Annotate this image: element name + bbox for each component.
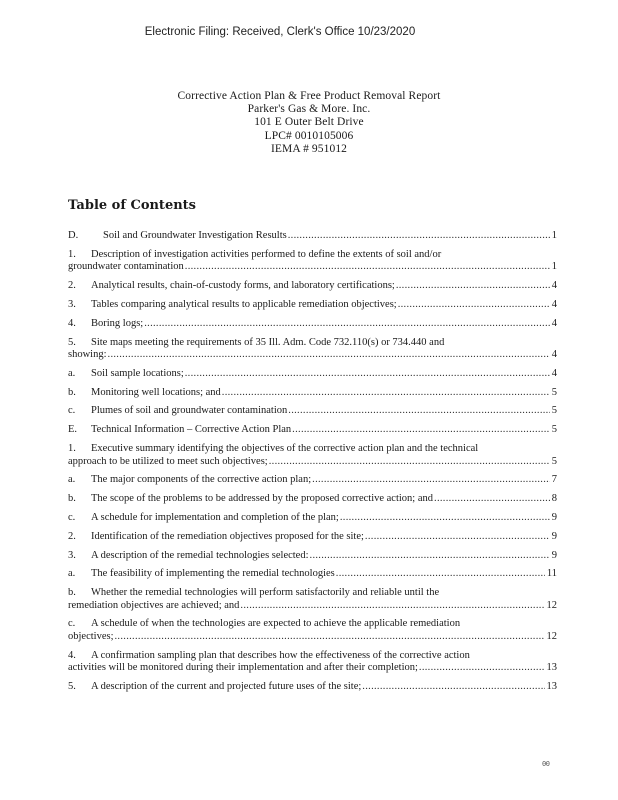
toc-entry-continuation: remediation objectives are achieved; and <box>68 599 240 611</box>
toc-entry-number: 5. <box>68 681 76 693</box>
toc-entry-number: b. <box>68 493 76 505</box>
toc-entry-text: The major components of the corrective action plan; <box>91 474 312 486</box>
toc-page-number: 13 <box>546 662 557 674</box>
toc-entry-text: Site maps meeting the requirements of 35 Ill. Adm. Code 732.110(s) or 734.440 and <box>91 336 445 348</box>
toc-entry-number: a. <box>68 367 76 379</box>
toc-entry-continuation: approach to be utilized to meet such objectives; <box>68 455 268 467</box>
toc-entry-text: A description of the remedial technologies selected: <box>91 549 309 561</box>
toc-entry-continuation: groundwater contamination <box>68 261 184 273</box>
toc-leader-dots <box>398 299 550 312</box>
toc-leader-dots <box>144 318 550 331</box>
toc-entry-text: Identification of the remediation objectives proposed for the site; <box>91 530 364 542</box>
header-address: 101 E Outer Belt Drive <box>254 116 364 129</box>
toc-entry-number: c. <box>68 618 76 630</box>
toc-entry[interactable] <box>68 318 557 331</box>
toc-entry-label <box>68 318 143 331</box>
toc-entry[interactable] <box>68 587 557 612</box>
toc-entry-text: Boring logs; <box>91 317 144 329</box>
toc-leader-dots <box>365 531 550 544</box>
toc-page-number: 5 <box>551 424 557 436</box>
toc-page-number: 4 <box>551 317 557 329</box>
toc-entry[interactable] <box>68 568 557 581</box>
toc-entry[interactable] <box>68 368 557 381</box>
toc-entry[interactable] <box>68 337 557 362</box>
toc-entry-text: A schedule for implementation and completion of the plan; <box>91 511 339 523</box>
toc-entry-text: Executive summary identifying the objectives of the corrective action plan and the technical <box>91 443 479 454</box>
toc-entry-number: c. <box>68 405 76 417</box>
toc-entry[interactable] <box>68 493 557 506</box>
toc-leader-dots <box>288 405 549 418</box>
toc-leader-dots <box>240 600 544 613</box>
toc-entry[interactable] <box>68 249 557 274</box>
toc-entry-text: A confirmation sampling plan that describes how the effectiveness of the corrective action <box>91 649 470 661</box>
header-lpc-number: LPC# 0010105006 <box>264 129 354 142</box>
toc-leader-dots <box>312 474 550 487</box>
toc-entry[interactable] <box>68 230 557 243</box>
toc-leader-dots <box>396 280 550 293</box>
toc-heading: Table of Contents <box>68 198 196 213</box>
toc-leader-dots <box>269 456 550 469</box>
toc-leader-dots <box>222 387 550 400</box>
toc-entry[interactable] <box>68 550 557 563</box>
toc-entry-text: Soil sample locations; <box>91 367 184 379</box>
toc-page-number: 4 <box>551 349 557 361</box>
toc-entry-number: 2. <box>68 530 76 542</box>
toc-page-number: 11 <box>546 568 557 580</box>
toc-entry-number: c. <box>68 511 76 523</box>
toc-entry-number: D. <box>68 230 79 241</box>
toc-page-number: 4 <box>551 280 557 292</box>
header-iema-number: IEMA # 951012 <box>270 142 348 155</box>
toc-entry-label <box>68 368 184 381</box>
toc-page-number: 1 <box>551 261 557 273</box>
toc-entry-number: 4. <box>68 317 76 329</box>
toc-page-number: 9 <box>551 511 557 523</box>
toc-entry[interactable] <box>68 474 557 487</box>
toc-entry-label <box>68 230 287 243</box>
page-footer-mark: 00 <box>542 760 550 768</box>
toc-entry-label <box>68 405 287 418</box>
toc-entry-text: A description of the current and projected future uses of the site; <box>91 681 362 693</box>
toc-entry-text: Description of investigation activities performed to define the extents of soil and/or <box>91 248 442 260</box>
toc-entry-label <box>68 387 221 400</box>
toc-entry[interactable] <box>68 531 557 544</box>
toc-leader-dots <box>185 368 550 381</box>
toc-entry-label <box>68 299 397 312</box>
toc-entry-text: Plumes of soil and groundwater contamination <box>91 405 288 417</box>
header-title: Corrective Action Plan & Free Product Removal Report <box>177 90 441 102</box>
toc-entry-text: Soil and Groundwater Investigation Results <box>103 230 287 241</box>
toc-page-number: 8 <box>551 493 557 505</box>
toc-entry-continuation: activities will be monitored during their implementation and after their completion; <box>68 662 418 674</box>
toc-page-number: 4 <box>551 298 557 310</box>
toc-entry-text: A schedule of when the technologies are expected to achieve the applicable remediation <box>91 618 461 630</box>
toc-page-number: 5 <box>551 455 557 467</box>
toc-entry-label <box>68 568 335 581</box>
toc-page-number: 7 <box>551 474 557 486</box>
toc-entry-text: The feasibility of implementing the remedial technologies <box>91 568 335 580</box>
toc-entry-number: 3. <box>68 549 76 561</box>
toc-page-number: 9 <box>551 549 557 561</box>
toc-page-number: 5 <box>551 386 557 398</box>
toc-leader-dots <box>434 493 550 506</box>
toc-entry[interactable] <box>68 424 557 437</box>
toc-entry[interactable] <box>68 387 557 400</box>
filing-stamp: Electronic Filing: Received, Clerk's Office 10/23/2020 <box>144 25 416 39</box>
toc-leader-dots <box>288 230 550 243</box>
toc-page-number: 12 <box>546 631 557 643</box>
toc-entry-continuation: objectives; <box>68 631 114 643</box>
toc-entry-number: a. <box>68 474 76 486</box>
toc-entry[interactable] <box>68 299 557 312</box>
toc-entry[interactable] <box>68 512 557 525</box>
toc-entry-number: a. <box>68 568 76 580</box>
toc-entry-number: b. <box>68 386 76 398</box>
toc-entry-text: Technical Information – Corrective Action Plan <box>91 424 292 436</box>
toc-entry-number: 1. <box>68 248 76 260</box>
toc-entry-label <box>68 681 361 694</box>
toc-leader-dots <box>115 631 545 644</box>
header-company: Parker's Gas & More. Inc. <box>247 103 371 116</box>
toc-entry-number: 2. <box>68 280 76 292</box>
toc-entry-label <box>68 550 309 563</box>
toc-entry-number: 1. <box>68 443 76 454</box>
report-header <box>0 90 618 156</box>
toc-leader-dots <box>362 681 544 694</box>
toc-leader-dots <box>185 261 550 274</box>
toc-entry[interactable] <box>68 650 557 675</box>
toc-entry[interactable] <box>68 280 557 293</box>
toc-entry-label <box>68 531 364 544</box>
toc-entry[interactable] <box>68 618 557 643</box>
toc-entry-text: Tables comparing analytical results to applicable remediation objectives; <box>91 298 397 310</box>
table-of-contents <box>68 230 557 700</box>
toc-leader-dots <box>310 550 550 563</box>
toc-entry-number: E. <box>68 424 78 436</box>
toc-entry-label <box>68 493 433 506</box>
toc-entry[interactable] <box>68 405 557 418</box>
toc-entry-continuation: showing: <box>68 349 107 361</box>
toc-leader-dots <box>340 512 550 525</box>
toc-leader-dots <box>108 349 550 362</box>
toc-leader-dots <box>292 424 550 437</box>
toc-page-number: 4 <box>551 367 557 379</box>
toc-entry[interactable] <box>68 443 557 468</box>
toc-entry-label <box>68 280 395 293</box>
toc-entry-text: Whether the remedial technologies will perform satisfactorily and reliable until the <box>91 587 440 599</box>
toc-page-number: 12 <box>546 599 557 611</box>
toc-entry-number: 5. <box>68 336 76 348</box>
toc-page-number: 5 <box>551 405 557 417</box>
toc-page-number: 13 <box>546 681 557 693</box>
toc-entry-number: 4. <box>68 649 76 661</box>
toc-entry-label <box>68 512 339 525</box>
toc-entry-number: 3. <box>68 298 76 310</box>
toc-page-number: 1 <box>551 230 557 241</box>
toc-entry-number: b. <box>68 587 76 599</box>
toc-leader-dots <box>419 662 545 675</box>
toc-entry[interactable] <box>68 681 557 694</box>
toc-entry-label <box>68 424 291 437</box>
toc-entry-text: Analytical results, chain-of-custody forms, and laboratory certifications; <box>91 280 395 292</box>
toc-entry-text: The scope of the problems to be addressed by the proposed corrective action; and <box>91 493 434 505</box>
toc-entry-label <box>68 474 311 487</box>
toc-entry-text: Monitoring well locations; and <box>91 386 221 398</box>
toc-leader-dots <box>336 568 545 581</box>
toc-page-number: 9 <box>551 530 557 542</box>
